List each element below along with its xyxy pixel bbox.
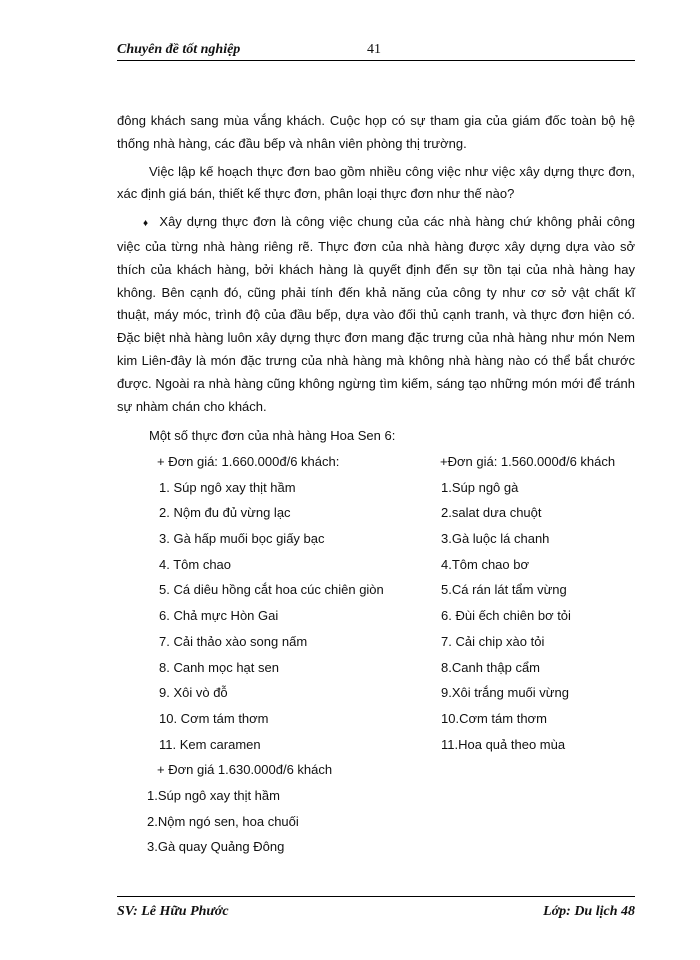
- list-item: [117, 834, 635, 860]
- paragraph-1: đông khách sang mùa vắng khách. Cuộc họp có sự tham gia của giám đốc toàn bộ hệ thống nhà hàng, các đầu bếp và nhân viên phòng thị trường.: [117, 113, 635, 151]
- menu-a-item: 2. Nộm đu đủ vừng lạc: [159, 505, 291, 521]
- list-item: [117, 500, 635, 526]
- menu-a-item: 11. Kem caramen: [159, 736, 261, 752]
- menu-b-item: 8.Canh thập cẩm: [441, 659, 541, 675]
- menu-a-header: + Đơn giá: 1.660.000đ/6 khách:: [157, 454, 340, 470]
- menu-a-item: 3. Gà hấp muối bọc giấy bạc: [159, 531, 325, 547]
- paragraph-3-text: Xây dựng thực đơn là công việc chung của các nhà hàng chứ không phải công việc của từng nhà hàng riêng rẽ. Thực đơn của nhà hàng được xây dựng dựa vào sở thích của khách hàng, bởi khách hàng là quyết định đến sự tồn tại của nhà hàng hay không. Bên cạnh đó, cũng phải tính đến khả năng của công ty như cơ sở vật chất kĩ thuật, máy móc, trình độ của đầu bếp, dựa vào đối thủ cạnh tranh, và thực đơn hiện có. Đặc biệt nhà hàng luôn xây dựng thực đơn mang đặc trưng của nhà hàng như món Nem kim Liên-đây là món đặc trưng của nhà hàng mà không nhà hàng nào có thể bắt chước được. Ngoài ra nhà hàng cũng không ngừng tìm kiếm, sáng tạo những món mới để tránh sự nhàm chán cho khách.: [117, 214, 635, 414]
- menu-intro-row: [117, 423, 635, 449]
- menu-a-item: 6. Chả mực Hòn Gai: [159, 608, 279, 624]
- list-item: [117, 706, 635, 732]
- menu-header-row: [117, 449, 635, 475]
- menu-a-item: 4. Tôm chao: [159, 556, 232, 572]
- header-rule: [117, 60, 635, 61]
- menu-c-item: 2.Nộm ngó sen, hoa chuối: [147, 813, 299, 829]
- footer-rule: [117, 896, 635, 897]
- menu-b-item: 1.Súp ngô gà: [441, 479, 519, 495]
- menu-b-item: 11.Hoa quả theo mùa: [441, 736, 566, 752]
- menu-a-item: 9. Xôi vò đỗ: [159, 685, 228, 701]
- list-item: [117, 629, 635, 655]
- list-item: [117, 577, 635, 603]
- paragraph-3: [117, 211, 635, 418]
- menu-b-item: 2.salat dưa chuột: [441, 505, 542, 521]
- menu-b-header: +Đơn giá: 1.560.000đ/6 khách: [440, 454, 616, 470]
- page-header: [117, 42, 635, 62]
- menu-b-item: 10.Cơm tám thơm: [441, 710, 547, 726]
- menu-c-item: 3.Gà quay Quảng Đông: [147, 839, 285, 855]
- menu-b-item: 5.Cá rán lát tẩm vừng: [441, 582, 567, 598]
- menu-a-item: 5. Cá diêu hồng cắt hoa cúc chiên giòn: [159, 582, 384, 598]
- page-number: 41: [367, 42, 381, 57]
- footer-class: Lớp: Du lịch 48: [543, 904, 635, 919]
- menu-b-item: 7. Cải chip xào tỏi: [441, 633, 545, 649]
- menu-c-item: 1.Súp ngô xay thịt hầm: [147, 787, 280, 803]
- list-item: [117, 809, 635, 835]
- menu-intro: Một số thực đơn của nhà hàng Hoa Sen 6:: [149, 428, 396, 444]
- page-footer: [117, 896, 635, 926]
- menu-a-item: 7. Cải thảo xào song nấm: [159, 633, 308, 649]
- menu-b-item: 9.Xôi trắng muối vừng: [441, 685, 569, 701]
- menu-c-header: + Đơn giá 1.630.000đ/6 khách: [157, 762, 333, 778]
- list-item: [117, 732, 635, 758]
- menu-a-item: 1. Súp ngô xay thịt hầm: [159, 479, 296, 495]
- menu-lists: [117, 423, 635, 860]
- list-item: [117, 475, 635, 501]
- list-item: [117, 552, 635, 578]
- diamond-bullet-icon: ♦: [143, 218, 150, 230]
- list-item: [117, 655, 635, 681]
- list-item: [117, 783, 635, 809]
- paragraph-2: Việc lập kế hoạch thực đơn bao gồm nhiều công việc như việc xây dựng thực đơn, xác định giá bán, thiết kế thực đơn, phân loại thực đơn như thế nào?: [117, 163, 635, 202]
- menu-b-item: 3.Gà luộc lá chanh: [441, 531, 550, 547]
- list-item: [117, 526, 635, 552]
- footer-student: SV: Lê Hữu Phước: [117, 904, 229, 919]
- menu-c-header-row: [117, 757, 635, 783]
- header-title: Chuyên đề tốt nghiệp: [117, 42, 241, 57]
- page-body: [117, 110, 635, 860]
- menu-a-item: 10. Cơm tám thơm: [159, 710, 269, 726]
- list-item: [117, 680, 635, 706]
- menu-a-item: 8. Canh mọc hạt sen: [159, 659, 279, 675]
- menu-b-item: 6. Đùi ếch chiên bơ tỏi: [441, 608, 571, 624]
- menu-b-item: 4.Tôm chao bơ: [441, 556, 530, 572]
- list-item: [117, 603, 635, 629]
